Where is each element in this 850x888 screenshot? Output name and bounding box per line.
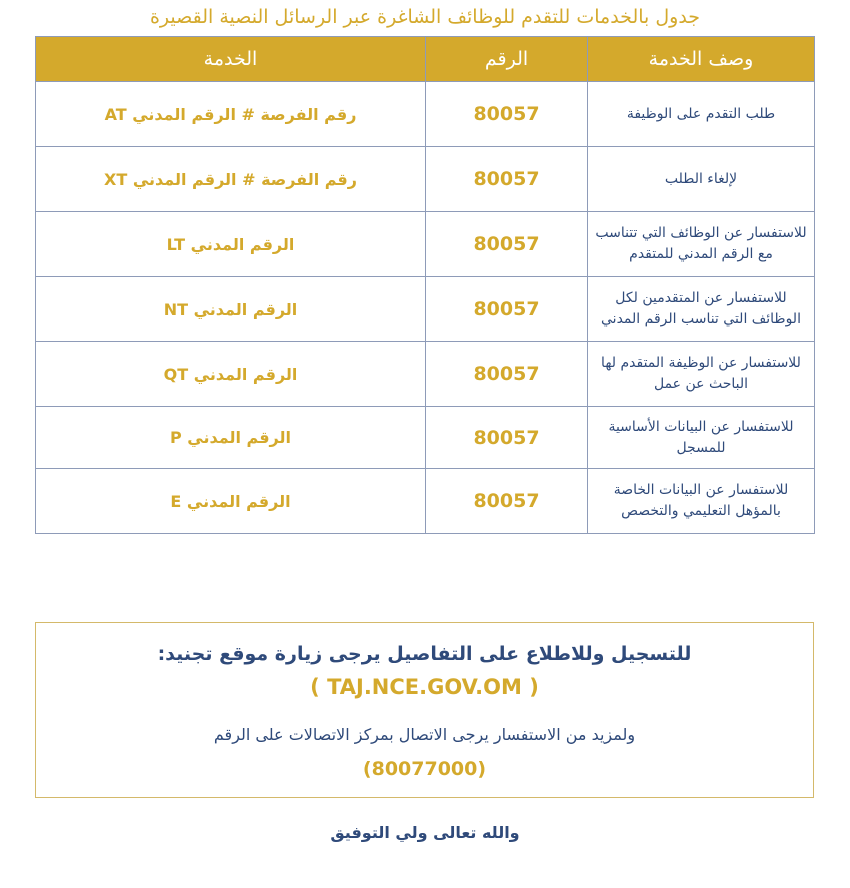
sms-number: 80057 xyxy=(426,82,588,147)
sms-number: 80057 xyxy=(426,147,588,212)
header-description: وصف الخدمة xyxy=(588,37,815,82)
service-description: للاستفسار عن المتقدمين لكل الوظائف التي تناسب الرقم المدني xyxy=(588,277,815,342)
service-description: للاستفسار عن الوظائف التي تتناسب مع الرقم المدني للمتقدم xyxy=(588,212,815,277)
service-code: رقم الفرصة # الرقم المدني AT xyxy=(36,82,426,147)
registration-info-box xyxy=(35,622,814,798)
sms-number: 80057 xyxy=(426,342,588,407)
service-description: لإلغاء الطلب xyxy=(588,147,815,212)
service-description: للاستفسار عن البيانات الأساسية للمسجل xyxy=(588,407,815,469)
sms-number: 80057 xyxy=(426,277,588,342)
sms-number: 80057 xyxy=(426,469,588,534)
service-description: للاستفسار عن الوظيفة المتقدم لها الباحث عن عمل xyxy=(588,342,815,407)
header-number: الرقم xyxy=(426,37,588,82)
table-row xyxy=(36,147,815,212)
page-title: جدول بالخدمات للتقدم للوظائف الشاغرة عبر الرسائل النصية القصيرة xyxy=(149,6,701,28)
sms-number: 80057 xyxy=(426,407,588,469)
service-code: الرقم المدني NT xyxy=(36,277,426,342)
table-row xyxy=(36,82,815,147)
services-table xyxy=(35,36,815,534)
contact-phone: (80077000) xyxy=(362,758,487,780)
table-row xyxy=(36,407,815,469)
service-code: الرقم المدني QT xyxy=(36,342,426,407)
table-header-row xyxy=(36,37,815,82)
sms-number: 80057 xyxy=(426,212,588,277)
table-row xyxy=(36,212,815,277)
website-link[interactable]: ( TAJ.NCE.GOV.OM ) xyxy=(310,675,539,699)
service-code: الرقم المدني E xyxy=(36,469,426,534)
closing-text: والله تعالى ولي التوفيق xyxy=(330,823,520,842)
header-service: الخدمة xyxy=(36,37,426,82)
service-code: الرقم المدني P xyxy=(36,407,426,469)
service-description: للاستفسار عن البيانات الخاصة بالمؤهل التعليمي والتخصص xyxy=(588,469,815,534)
service-description: طلب التقدم على الوظيفة xyxy=(588,82,815,147)
table-row xyxy=(36,469,815,534)
table-row xyxy=(36,342,815,407)
registration-text: للتسجيل وللاطلاع على التفاصيل يرجى زيارة موقع تجنيد: xyxy=(157,643,692,665)
table-row xyxy=(36,277,815,342)
service-code: رقم الفرصة # الرقم المدني XT xyxy=(36,147,426,212)
contact-text: ولمزيد من الاستفسار يرجى الاتصال بمركز الاتصالات على الرقم xyxy=(213,725,636,744)
service-code: الرقم المدني LT xyxy=(36,212,426,277)
